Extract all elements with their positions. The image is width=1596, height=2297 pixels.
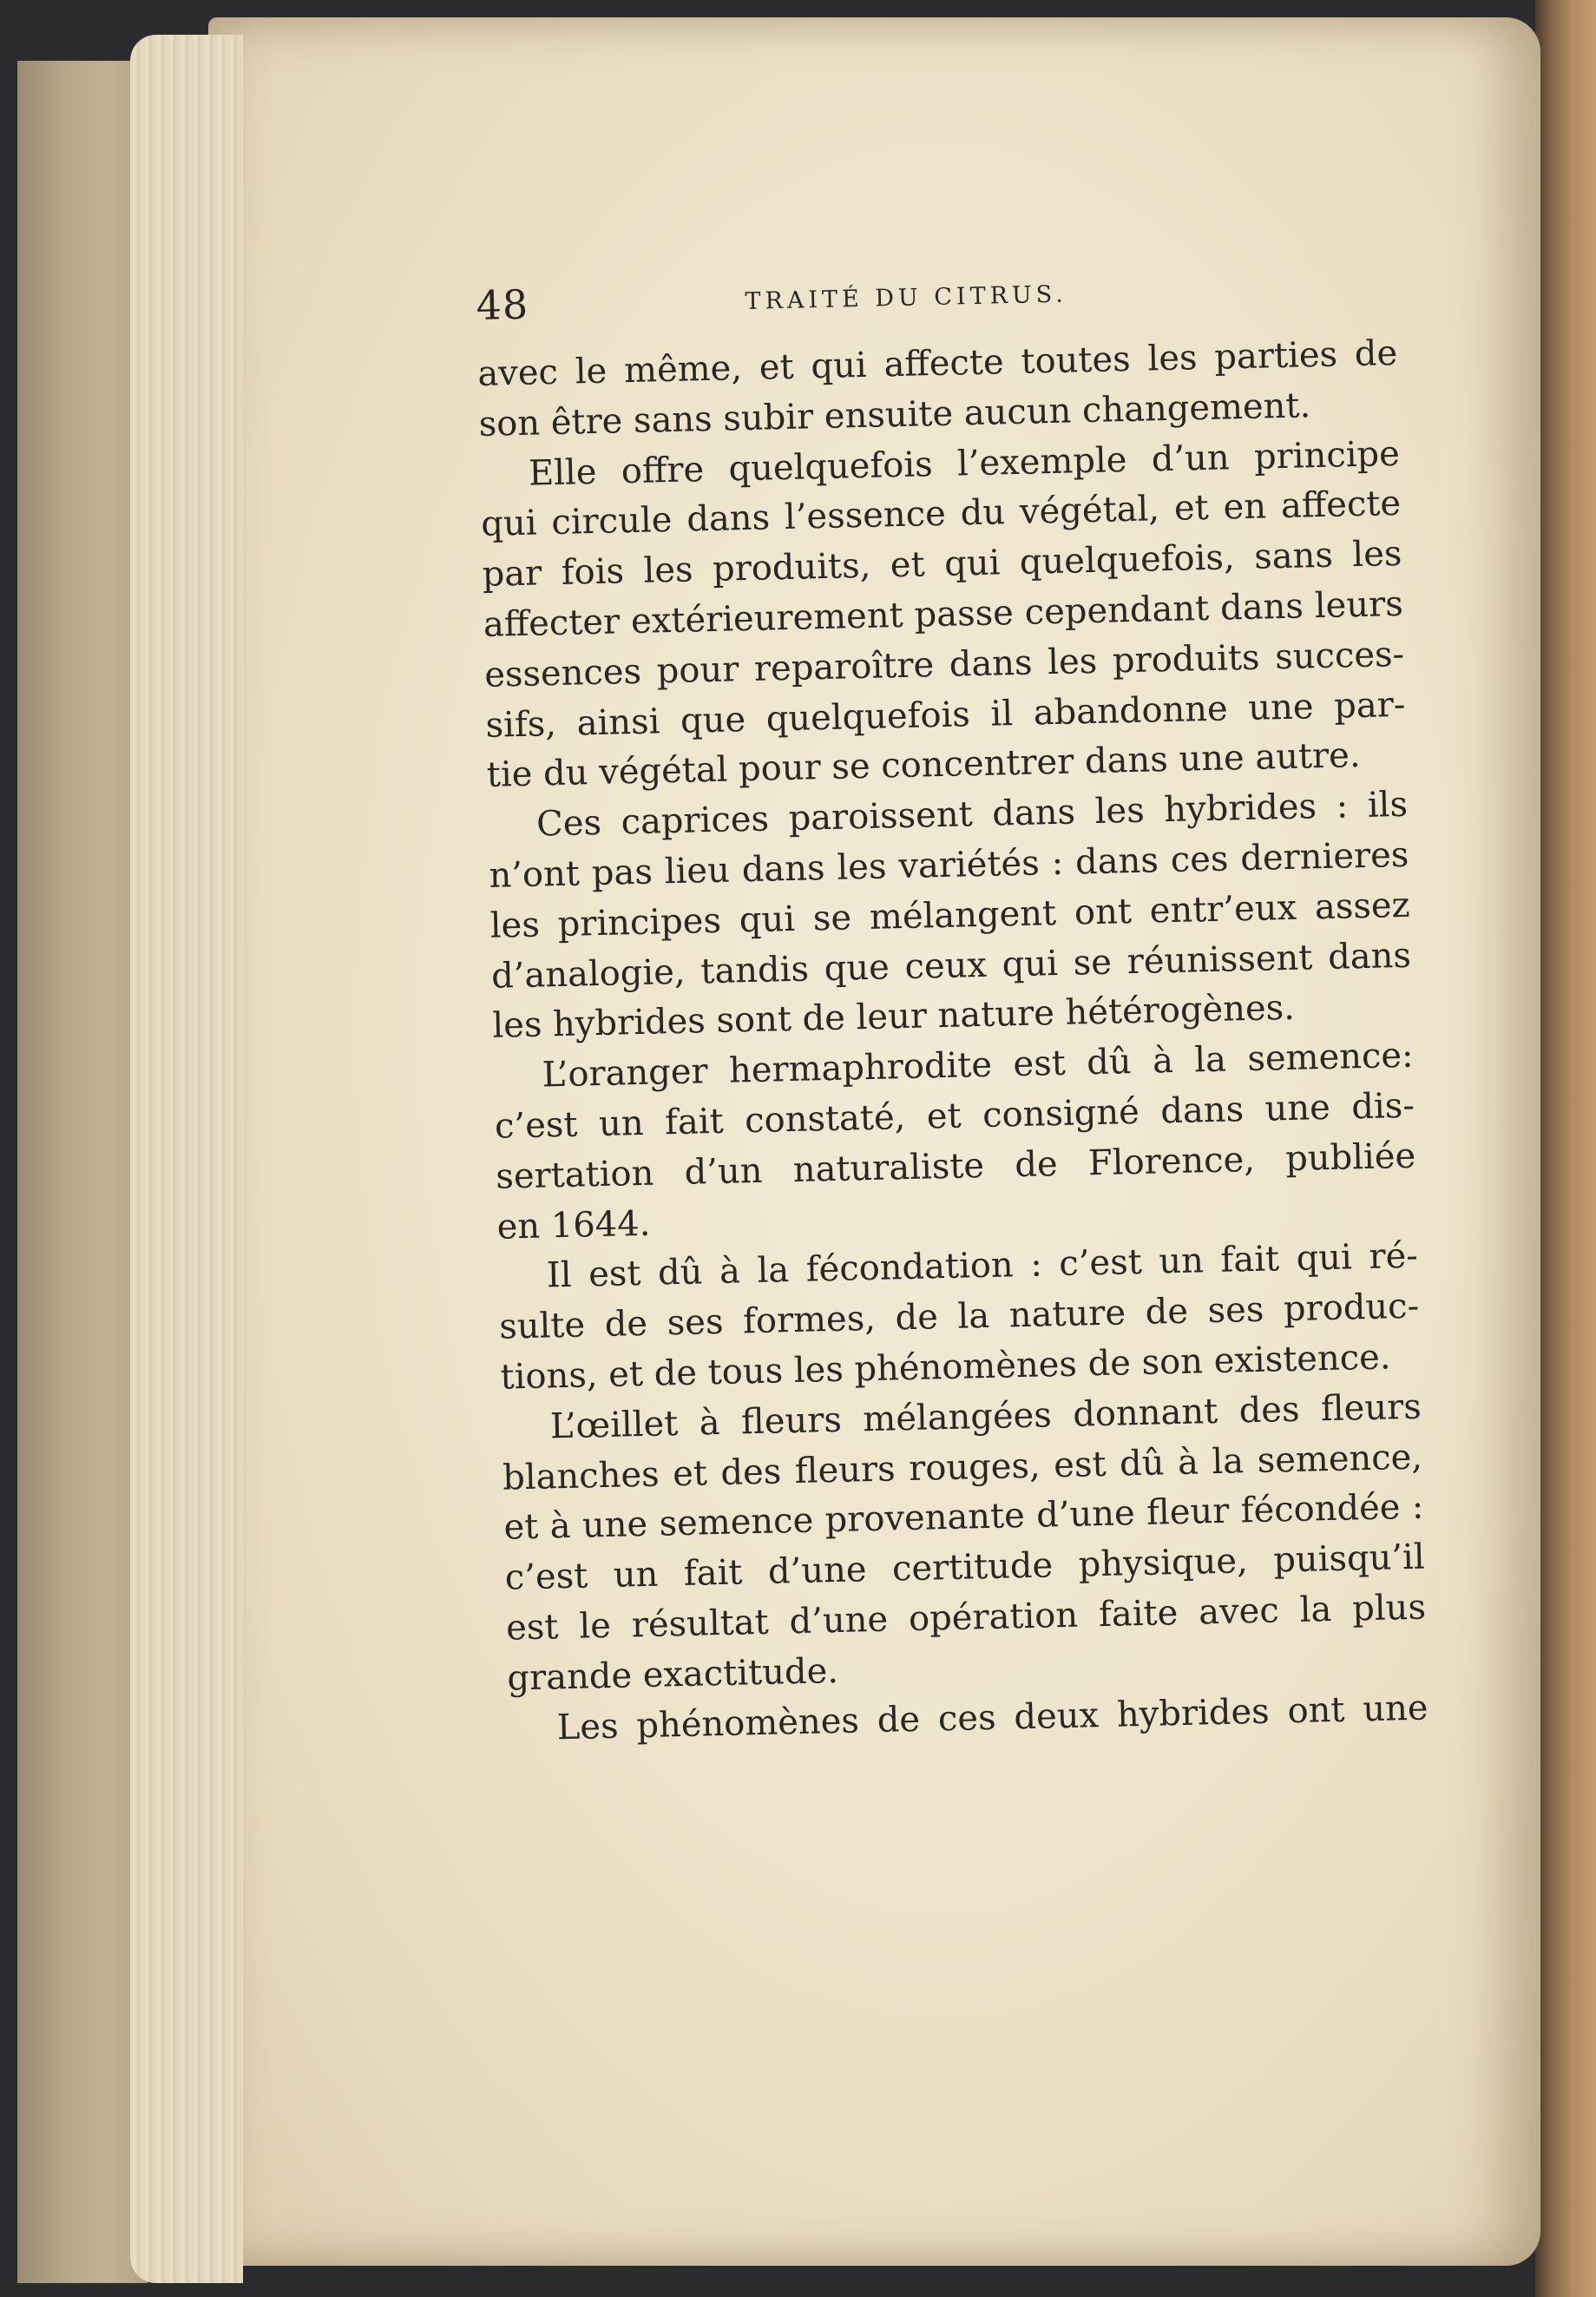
page-number: 48: [476, 280, 529, 329]
text-line: et à une semence provenante d’une fleur fécondée :: [503, 1486, 1424, 1548]
text-line: grande exactitude.: [506, 1650, 839, 1699]
text-line: sertation d’un naturaliste de Florence, publiée: [495, 1135, 1416, 1197]
page-stack-edges: [130, 35, 243, 2283]
text-line: tions, et de tous les phénomènes de son existence.: [500, 1337, 1391, 1398]
text-line: n’ont pas lieu dans les variétés : dans ces dernieres: [488, 834, 1409, 896]
text-line: en 1644.: [496, 1203, 651, 1247]
text-line: affecter extérieurement passe cependant dans leurs: [483, 583, 1404, 645]
running-title: TRAITÉ DU CITRUS.: [745, 280, 1068, 315]
text-line: les hybrides sont de leur nature hétérogènes.: [491, 988, 1296, 1047]
text-line: d’analogie, tandis que ceux qui se réunissent dans: [490, 935, 1412, 997]
text-line: essences pour reparoître dans les produits succes-: [483, 634, 1405, 695]
text-line: avec le même, et qui affecte toutes les parties de: [476, 332, 1398, 394]
text-line: est le résultat d’une opération faite avec la plus: [505, 1587, 1427, 1649]
text-line: Elle offre quelquefois l’exemple d’un principe: [528, 433, 1401, 494]
text-line: L’oranger hermaphrodite est dû à la semence:: [542, 1035, 1415, 1096]
page-text-block: [476, 261, 1429, 1754]
text-line: sifs, ainsi que quelquefois il abandonne une par-: [485, 684, 1406, 746]
text-line: Les phénomènes de ces deux hybrides ont une: [556, 1688, 1429, 1747]
facing-page-edge: [1535, 0, 1596, 2297]
body-text: [477, 329, 1429, 1754]
book-cover-edge: [17, 61, 148, 2283]
text-line: sulte de ses formes, de la nature de ses produc-: [498, 1286, 1420, 1347]
text-line: c’est un fait d’une certitude physique, puisqu’il: [504, 1537, 1426, 1598]
text-line: son être sans subir ensuite aucun changement.: [478, 385, 1311, 444]
text-line: tie du végétal pour se concentrer dans une autre.: [486, 735, 1362, 796]
text-line: les principes qui se mélangent ont entr’eux assez: [489, 885, 1411, 946]
text-line: par fois les produits, et qui quelquefois, sans les: [482, 534, 1402, 596]
text-line: Il est dû à la fécondation : c’est un fait qui ré-: [546, 1236, 1419, 1296]
text-line: Ces caprices paroissent dans les hybrides : ils: [535, 784, 1409, 845]
text-line: qui circule dans l’essence du végétal, et en affecte: [480, 484, 1402, 545]
text-line: blanches et des fleurs rouges, est dû à la semence,: [502, 1437, 1423, 1498]
text-line: c’est un fait constaté, et consigné dans une dis-: [494, 1085, 1415, 1147]
text-line: L’œillet à fleurs mélangées donnant des fleurs: [549, 1386, 1422, 1447]
